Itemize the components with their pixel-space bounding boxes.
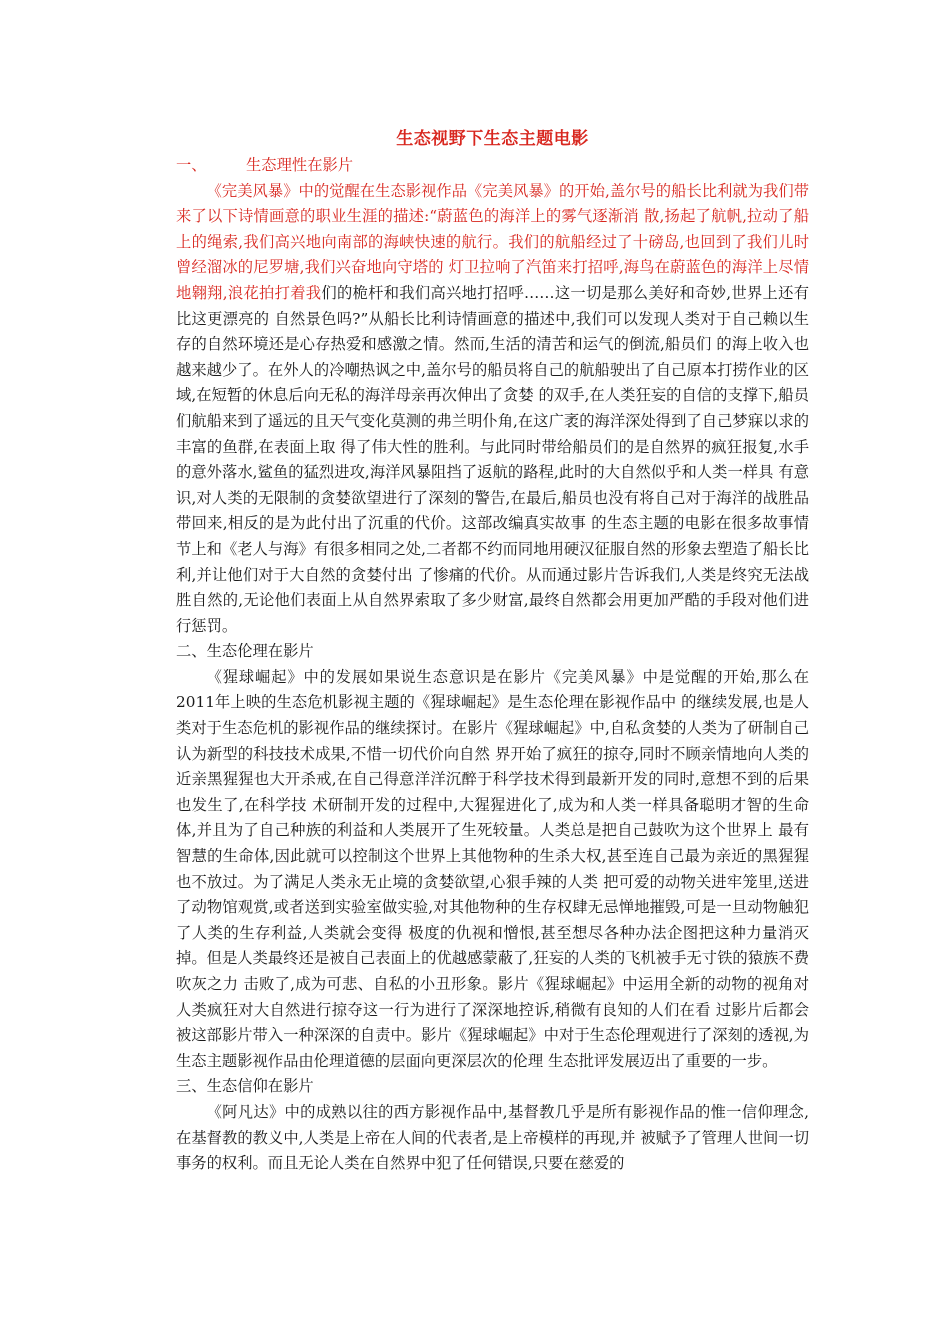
section-1-red-text: 《完美风暴》中的觉醒在生态影视作品《完美风暴》的开始,盖尔号的船长比利就为我们带来了以下诗情画意的职业生涯的描述:“蔚蓝色的海洋上的雾气逐渐消 散,扬起了航帆,拉动了船上的绳索,我们高兴地向南部的海峡快速的航行。我们的航船经过了十磅岛,也回到了我们儿时曾经溜冰的尼罗塘,我们兴奋地向守塔的 灯卫拉响了汽笛来打招呼,海鸟在蔚蓝色的海洋上尽情地翱翔,浪花拍打着我 [176,181,809,302]
section-3-paragraph: 《阿凡达》中的成熟以往的西方影视作品中,基督教几乎是所有影视作品的惟一信仰理念,在基督教的教义中,人类是上帝在人间的代表者,是上帝模样的再现,并 被赋予了管理人世间一切事务的权利。而且无论人类在自然界中犯了任何错误,只要在慈爱的 [176,1102,809,1173]
section-1-heading [176,153,809,179]
section-1-paragraph [176,179,809,640]
document-title: 生态视野下生态主题电影 [396,129,589,149]
section-1-number: 一、 [176,156,207,174]
section-1-black-text: 们的桅杆和我们高兴地打招呼……这一切是那么美好和奇妙,世界上还有比这更漂亮的 自然景色吗?”从船长比利诗情画意的描述中,我们可以发现人类对于自己赖以生存的自然环境还是心存热爱和感激之情。然而,生活的清苦和运气的倒流,船员们 的海上收入也越来越少了。在外人的冷嘲热讽之中,盖尔号的船员将自己的航船驶出了自己原本打捞作业的区域,在短暂的休息后向无私的海洋母亲再次伸出了贪婪 的双手,在人类狂妄的自信的支撑下,船员们航船来到了遥远的且天气变化莫测的弗兰明仆角,在这广袤的海洋深处得到了自己梦寐以求的丰富的鱼群,在表面上取 得了伟大性的胜利。与此同时带给船员们的是自然界的疯狂报复,水手的意外落水,鲨鱼的猛烈进攻,海洋风暴阻挡了返航的路程,此时的大自然似乎和人类一样具 有意识,对人类的无限制的贪婪欲望进行了深刻的警告,在最后,船员也没有将自己对于海洋的战胜品带回来,相反的是为此付出了沉重的代价。这部改编真实故事 的生态主题的电影在很多故事情节上和《老人与海》有很多相同之处,二者都不约而同地用硬汉征服自然的形象去塑造了船长比利,并让他们对于大自然的贪婪付出 了惨痛的代价。从而通过影片告诉我们,人类是终究无法战胜自然的,无论他们表面上从自然界索取了多少财富,最终自然都会用更加严酷的手段对他们进行惩罚。 [176,283,809,635]
section-2-paragraph: 《猩球崛起》中的发展如果说生态意识是在影片《完美风暴》中是觉醒的开始,那么在2011年上映的生态危机影视主题的《猩球崛起》是生态伦理在影视作品中 的继续发展,也是人类对于生态危机的影视作品的继续探讨。在影片《猩球崛起》中,自私贪婪的人类为了研制自己认为新型的科技技术成果,不惜一切代价向自然 界开始了疯狂的掠夺,同时不顾亲情地向人类的近亲黑猩猩也大开杀戒,在自己得意洋洋沉醉于科学技术得到最新开发的同时,意想不到的后果也发生了,在科学技 术研制开发的过程中,大猩猩进化了,成为和人类一样具备聪明才智的生命体,并且为了自己种族的利益和人类展开了生死较量。人类总是把自己鼓吹为这个世界上 最有智慧的生命体,因此就可以控制这个世界上其他物种的生杀大权,甚至连自己最为亲近的黑猩猩也不放过。为了满足人类永无止境的贪婪欲望,心狠手辣的人类 把可爱的动物关进牢笼里,送进了动物馆观赏,或者送到实验室做实验,对其他物种的生存权肆无忌惮地摧毁,可是一旦动物触犯了人类的生存利益,人类就会变得 极度的仇视和憎恨,甚至想尽各种办法企图把这种力量消灭掉。但是人类最终还是被自己表面上的优越感蒙蔽了,狂妄的人类的飞机被手无寸铁的猿族不费吹灰之力 击败了,成为可悲、自私的小丑形象。影片《猩球崛起》中运用全新的动物的视角对人类疯狂对大自然进行掠夺这一行为进行了深深地控诉,稍微有良知的人们在看 过影片后都会被这部影片带入一种深深的自责中。影片《猩球崛起》中对于生态伦理观进行了深刻的透视,为生态主题影视作品由伦理道德的层面向更深层次的伦理 生态批评发展迈出了重要的一步。 [176,667,809,1070]
document-page [176,125,809,1177]
section-1-heading-text: 生态理性在影片 [246,156,354,174]
section-3-heading: 三、生态信仰在影片 [176,1077,314,1096]
section-2-heading: 二、生态伦理在影片 [176,642,314,661]
